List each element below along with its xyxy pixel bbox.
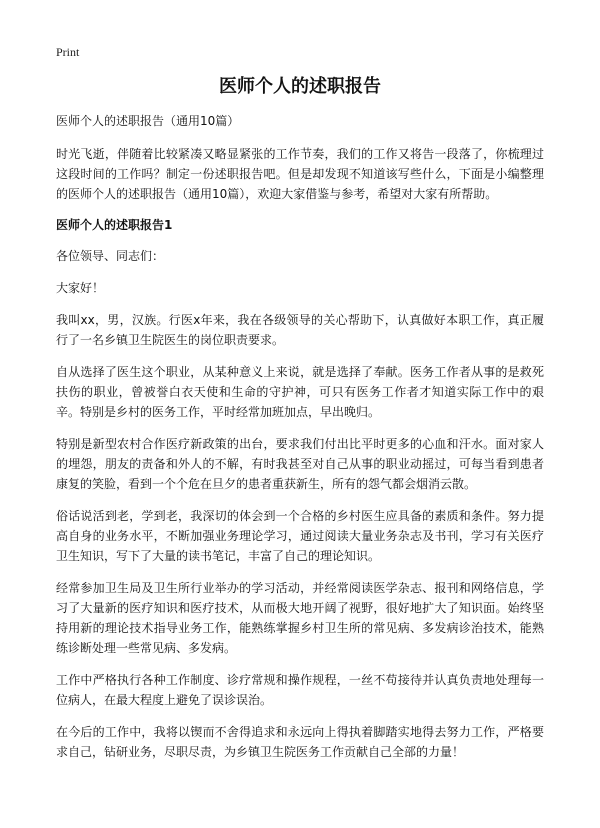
page-title: 医师个人的述职报告 xyxy=(219,76,381,97)
paragraph-salutation: 各位领导、同志们： xyxy=(56,249,165,263)
paragraph-new-policy: 特别是新型农村合作医疗新政策的出台，要求我们付出比平时更多的心血和汗水。面对家人的埋怨，朋友的责备和外人的不解，有时我甚至对自己从事的职业动摇过，可每当看到患者康复的笑脸，看到一个个危在旦夕的患者重获新生，所有的怨气都会烟消云散。 xyxy=(56,437,544,491)
paragraph-training: 经常参加卫生局及卫生所行业举办的学习活动，并经常阅读医学杂志、报刊和网络信息，学习了大量新的医疗知识和医疗技术，从而极大地开阔了视野，很好地扩大了知识面。始终坚持用新的理论技术指导业务工作，能熟练掌握乡村卫生所的常见病、多发病诊治技术，能熟练诊断处理一些常见病、多发病。 xyxy=(56,581,544,655)
intro-paragraph: 时光飞逝，伴随着比较紧凑又略显紧张的工作节奏，我们的工作又将告一段落了，你梳理过这段时间的工作吗？制定一份述职报告吧。但是却发现不知道该写些什么，下面是小编整理的医师个人的述职报告（通用10篇），欢迎大家借鉴与参考，希望对大家有所帮助。 xyxy=(56,147,544,201)
print-link[interactable]: Print xyxy=(56,45,80,59)
paragraph-learning: 俗话说活到老，学到老，我深切的体会到一个合格的乡村医生应具备的素质和条件。努力提高自身的业务水平，不断加强业务理论学习，通过阅读大量业务杂志及书刊，学习有关医疗卫生知识，写下了大量的读书笔记，丰富了自己的理论知识。 xyxy=(56,509,544,563)
paragraph-procedures: 工作中严格执行各种工作制度、诊疗常规和操作规程，一丝不苟接待并认真负责地处理每一位病人，在最大程度上避免了误诊误治。 xyxy=(56,673,544,707)
section-heading: 医师个人的述职报告1 xyxy=(56,218,173,232)
paragraph-future: 在今后的工作中，我将以锲而不舍得追求和永远向上得执着脚踏实地得去努力工作，严格要求自己，钻研业务，尽职尽责，为乡镇卫生院医务工作贡献自己全部的力量！ xyxy=(56,725,544,759)
paragraph-self-intro: 我叫xx，男，汉族。行医x年来，我在各级领导的关心帮助下，认真做好本职工作，真正履行了一名乡镇卫生院医生的岗位职责要求。 xyxy=(56,313,544,347)
document-subtitle: 医师个人的述职报告（通用10篇） xyxy=(56,114,240,128)
paragraph-greeting: 大家好！ xyxy=(56,281,105,295)
paragraph-dedication: 自从选择了医生这个职业，从某种意义上来说，就是选择了奉献。医务工作者从事的是救死扶伤的职业，曾被誉白衣天使和生命的守护神，可只有医务工作者才知道实际工作中的艰辛。特别是乡村的医务工作，平时经常加班加点，早出晚归。 xyxy=(56,365,544,419)
